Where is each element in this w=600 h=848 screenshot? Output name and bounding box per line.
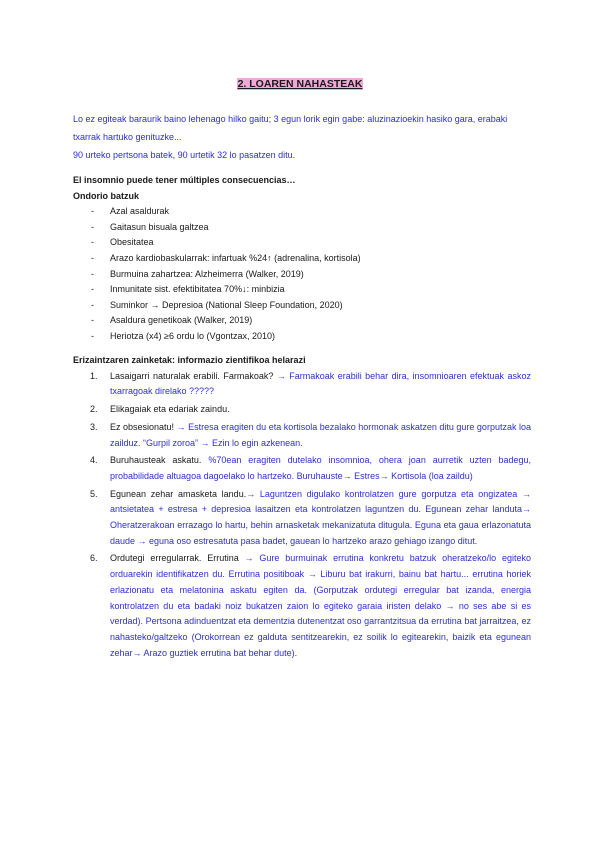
consequences-section [73, 173, 531, 345]
consequences-subheading: Ondorio batzuk [73, 190, 139, 201]
list-item: 5. Egunean zehar amasketa landu.→ Laguntzen digulako kontrolatzen gure gorputza eta ongizatea → antsietatea + estresa + depresioa lasaitzen eta kontrolatzen laguntzen du. Egunean zehar landuta→ Oheratzerakoan errazago lo hartu, behin arnasketak mekanizatuta ditugula. Eguna eta gaua erlazonatuta daude → eguna oso estresatuta pasa badet, gauean lo hartzeko arazo gehiago izango ditut. [90, 488, 531, 546]
item-number: 1. [90, 370, 98, 381]
intro-line-2: 90 urteko pertsona batek, 90 urtetik 32 lo pasatzen ditu. [73, 150, 296, 160]
list-item: - Asaldura genetikoak (Walker, 2019) [73, 313, 531, 329]
list-item: - Gaitasun bisuala galtzea [73, 220, 531, 236]
nursing-list [73, 369, 531, 662]
item-number: 3. [90, 421, 98, 432]
intro-block [73, 110, 531, 164]
list-item: 2. Elikagaiak eta edariak zaindu. [73, 402, 531, 418]
list-item: - Burmuina zahartzea: Alzheimerra (Walker, 2019) [73, 267, 531, 283]
item-number: 4. [90, 455, 98, 466]
list-item: 4. Buruhausteak askatu. %70ean eragiten dutelako insomnioa, ohera joan aurretik uzten badegu, probabilidade altuagoa dagoelako lo hartzeko. Buruhauste→ Estres→ Kortisola (loa zaildu) [90, 455, 532, 481]
list-item: - Heriotza (x4) ≥6 ordu lo (Vgontzax, 2010) [73, 329, 531, 345]
list-item: - Inmunitate sist. efektibitatea 70%↓: minbizia [73, 282, 531, 298]
list-item: - Suminkor → Depresioa (National Sleep Foundation, 2020) [73, 298, 531, 314]
list-item: 3. Ez obsesionatu! → Estresa eragiten du eta kortisola bezalako hormonak askatzen ditu gure gorputzak loa zailduz. “Gurpil zoroa” → Ezin lo egin azkenean. [90, 421, 531, 448]
page-title: 2. LOAREN NAHASTEAK [237, 78, 363, 90]
list-item: - Azal asaldurak [73, 204, 531, 220]
list-item: - Obesitatea [73, 235, 531, 251]
nursing-section [73, 353, 531, 663]
item-number: 6. [90, 553, 98, 564]
intro-line-1: Lo ez egiteak baraurik baino lehenago hilko gaitu; 3 egun lorik egin gabe: aluzinazioekin hasiko gara, erabaki txarrak hartuko genituzke... [73, 114, 508, 142]
list-item: 1. Lasaigarri naturalak erabili. Farmakoak? → Farmakoak erabili behar dira, insomnioaren efektuak askoz txarragoak direlako ????? [90, 370, 531, 397]
consequences-list [73, 204, 531, 344]
list-item: - Arazo kardiobaskularrak: infartuak %24↑ (adrenalina, kortisola) [73, 251, 531, 267]
item-number: 2. [90, 404, 98, 415]
consequences-heading: El insomnio puede tener múltiples consecuencias… [73, 175, 296, 185]
nursing-heading: Erizaintzaren zainketak: informazio zientifikoa helarazi [73, 355, 306, 365]
list-item: 6. Ordutegi erregularrak. Errutina → Gure burmuinak errutina konkretu batzuk oheratzeko/lo egiteko orduarekin identifikatzen du. Errutina positiboak → Liburu bat irakurri, bainu bat hartu... errutina horiek erlazionatu eta melatonina askatu egiten da. (Gorputzak ordutegi erregular bat izanda, energia kontrolatzen du eta badaki noiz bukatzen zaion lo egiteko garaia iristen delako → no ses abe si es verdad). Pertsona adinduentzat eta dementzia dutenentzat oso garrantzitsua da errutina bat jarraitzea, ez nahasteko/galtzeko (Orokorrean ez galduta sentitzearekin, ez soilik lo egitearekin, baizik eta egunean zehar→ Arazo guztiek errutina bat behar dute). [90, 553, 531, 658]
item-number: 5. [90, 488, 98, 499]
